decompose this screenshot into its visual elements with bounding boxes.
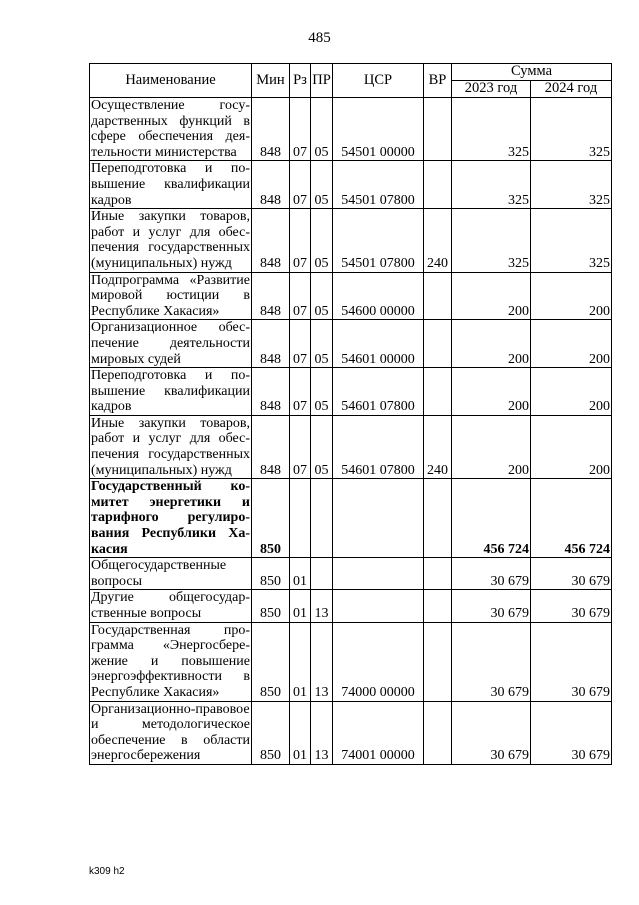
header-rz: Рз xyxy=(290,64,311,98)
cell-rz: 07 xyxy=(290,415,311,478)
cell-min: 848 xyxy=(252,415,290,478)
cell-2024: 30 679 xyxy=(531,622,612,701)
cell-name: Общегосударственные вопросы xyxy=(90,558,252,590)
table-row xyxy=(90,161,612,209)
header-pr: ПР xyxy=(311,64,333,98)
cell-name: Другие общегосударственные вопросы xyxy=(91,590,250,621)
table-row xyxy=(90,558,612,590)
cell-rz: 07 xyxy=(290,161,311,209)
cell-2024: 325 xyxy=(531,98,612,161)
cell-pr: 05 xyxy=(311,98,333,161)
cell-min: 850 xyxy=(252,590,290,622)
cell-pr: 05 xyxy=(311,320,333,368)
cell-name: Осуществление государственных функций в сфере обеспечения деятельности министерства xyxy=(91,98,250,160)
cell-name: Организационное обеспечение деятельности мировых судей xyxy=(91,320,250,367)
page-number: 485 xyxy=(308,30,331,46)
cell-min: 848 xyxy=(252,272,290,320)
cell-2023: 325 xyxy=(452,161,531,209)
cell-csr xyxy=(333,590,424,622)
cell-csr xyxy=(333,479,424,558)
table-row xyxy=(90,701,612,764)
table-row xyxy=(90,415,612,478)
header-vr: ВР xyxy=(424,64,452,98)
header-min: Мин xyxy=(252,64,290,98)
cell-2024: 200 xyxy=(531,320,612,368)
cell-2023: 200 xyxy=(452,320,531,368)
cell-pr xyxy=(311,558,333,590)
cell-2023: 456 724 xyxy=(452,479,531,558)
cell-csr: 54501 07800 xyxy=(333,209,424,272)
cell-pr: 13 xyxy=(311,622,333,701)
cell-min: 850 xyxy=(252,622,290,701)
cell-2024: 325 xyxy=(531,209,612,272)
cell-vr: 240 xyxy=(424,209,452,272)
table-row xyxy=(90,368,612,416)
cell-2024: 200 xyxy=(531,272,612,320)
cell-name: Государственная программа «Энергосбережение и повышение энергоэффективности в Республике Хакасия» xyxy=(91,622,250,700)
cell-vr xyxy=(424,272,452,320)
cell-2023: 30 679 xyxy=(452,701,531,764)
table-row xyxy=(90,98,612,161)
cell-min: 848 xyxy=(252,161,290,209)
cell-rz: 01 xyxy=(290,622,311,701)
table-row xyxy=(90,209,612,272)
cell-csr xyxy=(333,558,424,590)
table-row xyxy=(90,272,612,320)
cell-2024: 30 679 xyxy=(531,701,612,764)
header-year-2024: 2024 год xyxy=(531,81,612,98)
table-row xyxy=(90,479,612,558)
cell-min: 848 xyxy=(252,209,290,272)
cell-pr: 05 xyxy=(311,415,333,478)
cell-rz: 01 xyxy=(290,701,311,764)
cell-rz: 07 xyxy=(290,272,311,320)
cell-2024: 325 xyxy=(531,161,612,209)
cell-csr: 74001 00000 xyxy=(333,701,424,764)
table-body xyxy=(90,98,612,765)
table-row xyxy=(90,590,612,622)
cell-min: 850 xyxy=(252,479,290,558)
table-row xyxy=(90,320,612,368)
cell-pr: 05 xyxy=(311,272,333,320)
cell-2023: 30 679 xyxy=(452,558,531,590)
cell-2024: 30 679 xyxy=(531,558,612,590)
cell-csr: 54501 00000 xyxy=(333,98,424,161)
cell-min: 848 xyxy=(252,98,290,161)
cell-name: Иные закупки товаров, работ и услуг для обеспечения государственных (муниципальных) нужд xyxy=(91,415,250,478)
table-row xyxy=(90,622,612,701)
cell-2023: 325 xyxy=(452,209,531,272)
cell-pr: 05 xyxy=(311,161,333,209)
cell-rz: 01 xyxy=(290,590,311,622)
header-csr: ЦСР xyxy=(333,64,424,98)
cell-min: 850 xyxy=(252,701,290,764)
cell-min: 848 xyxy=(252,320,290,368)
cell-2023: 200 xyxy=(452,415,531,478)
cell-vr xyxy=(424,479,452,558)
cell-name: Подпрограмма «Развитие мировой юстиции в Республике Хакасия» xyxy=(91,272,250,319)
budget-table xyxy=(89,63,612,765)
cell-2023: 30 679 xyxy=(452,622,531,701)
cell-rz: 07 xyxy=(290,98,311,161)
cell-2023: 200 xyxy=(452,368,531,416)
cell-2024: 200 xyxy=(531,415,612,478)
cell-2024: 30 679 xyxy=(531,590,612,622)
cell-pr: 05 xyxy=(311,368,333,416)
cell-vr xyxy=(424,368,452,416)
cell-csr: 54601 07800 xyxy=(333,415,424,478)
cell-vr xyxy=(424,98,452,161)
cell-vr xyxy=(424,558,452,590)
cell-rz xyxy=(290,479,311,558)
footer-code: k309 h2 xyxy=(89,866,125,877)
cell-rz: 07 xyxy=(290,320,311,368)
cell-pr: 13 xyxy=(311,701,333,764)
cell-pr xyxy=(311,479,333,558)
cell-min: 848 xyxy=(252,368,290,416)
cell-2024: 456 724 xyxy=(531,479,612,558)
cell-csr: 54600 00000 xyxy=(333,272,424,320)
cell-vr xyxy=(424,622,452,701)
cell-rz: 07 xyxy=(290,209,311,272)
cell-2023: 325 xyxy=(452,98,531,161)
cell-rz: 01 xyxy=(290,558,311,590)
cell-rz: 07 xyxy=(290,368,311,416)
cell-vr xyxy=(424,701,452,764)
cell-2023: 200 xyxy=(452,272,531,320)
cell-2024: 200 xyxy=(531,368,612,416)
cell-vr xyxy=(424,320,452,368)
header-name: Наименование xyxy=(90,64,252,98)
cell-name: Организационно-правовое и методологическое обеспечение в области энергосбережения xyxy=(91,701,250,764)
cell-name: Иные закупки товаров, работ и услуг для обеспечения государственных (муниципальных) нужд xyxy=(91,209,250,271)
cell-min: 850 xyxy=(252,558,290,590)
cell-vr xyxy=(424,161,452,209)
cell-name: Переподготовка и повышение квалификации кадров xyxy=(91,161,250,208)
cell-vr xyxy=(424,590,452,622)
cell-csr: 54601 07800 xyxy=(333,368,424,416)
cell-csr: 74000 00000 xyxy=(333,622,424,701)
cell-name: Государственный комитет энергетики и тарифного регулирования Республики Хакасия xyxy=(91,479,250,557)
cell-csr: 54501 07800 xyxy=(333,161,424,209)
cell-name: Переподготовка и повышение квалификации кадров xyxy=(91,368,250,415)
cell-pr: 13 xyxy=(311,590,333,622)
header-sum: Сумма xyxy=(452,64,612,81)
cell-pr: 05 xyxy=(311,209,333,272)
header-year-2023: 2023 год xyxy=(452,81,531,98)
cell-vr: 240 xyxy=(424,415,452,478)
cell-2023: 30 679 xyxy=(452,590,531,622)
cell-csr: 54601 00000 xyxy=(333,320,424,368)
